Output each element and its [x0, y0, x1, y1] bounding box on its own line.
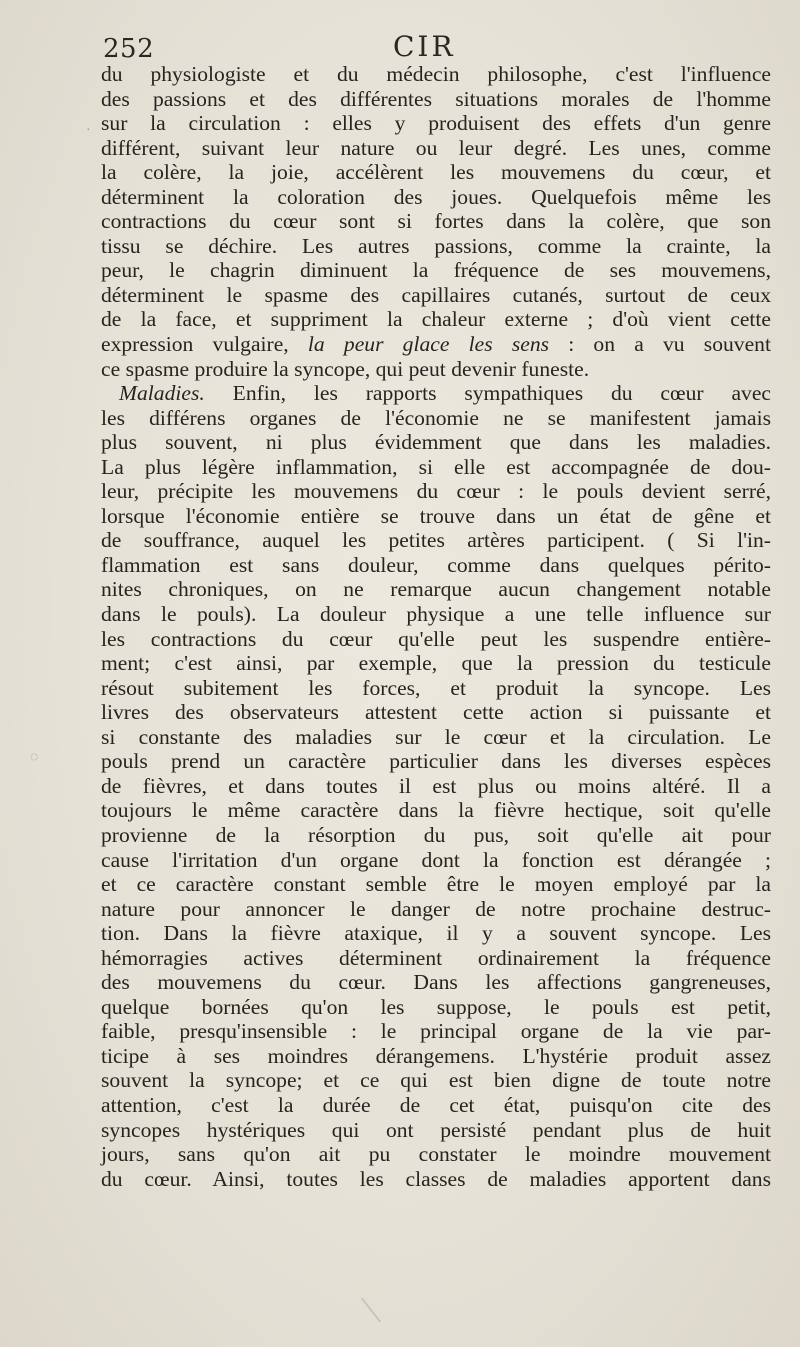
text-line: faible, presqu'insensible : le principal organe de la vie par- [101, 1019, 771, 1044]
text-line: pouls prend un caractère particulier dans les diverses espèces [101, 749, 771, 774]
text-line: du cœur. Ainsi, toutes les classes de maladies apportent dans [101, 1166, 771, 1191]
text-line: souvent la syncope; et ce qui est bien digne de toute notre [101, 1068, 771, 1093]
text-line: sur la circulation : elles y produisent des effets d'un genre [101, 111, 771, 136]
text-line: dans le pouls). La douleur physique a une telle influence sur [101, 602, 771, 627]
text-line: ce spasme produire la syncope, qui peut devenir funeste. [101, 356, 590, 381]
text-line: flammation est sans douleur, comme dans quelques périto- [101, 552, 771, 577]
page-number: 252 [103, 34, 155, 64]
text-line: plus souvent, ni plus évidemment que dans les maladies. [101, 430, 771, 455]
text-line: du physiologiste et du médecin philosophe, c'est l'influence [101, 62, 771, 86]
text-line: et ce caractère constant semble être le moyen employé par la [101, 872, 771, 897]
text-line-with-italic: expression vulgaire, la peur glace les sens : on a vu souvent [101, 332, 771, 357]
text-line: déterminent la coloration des joues. Quelquefois même les [101, 184, 771, 209]
text-line: tissu se déchire. Les autres passions, comme la crainte, la [101, 233, 771, 258]
text-line: si constante des maladies sur le cœur et la circulation. Le [101, 724, 771, 749]
text-line: de fièvres, et dans toutes il est plus ou moins altéré. Il a [101, 773, 771, 798]
text-line: ment; c'est ainsi, par exemple, que la pression du testicule [101, 651, 771, 676]
text-line: jours, sans qu'on ait pu constater le moindre mouvement [101, 1142, 771, 1167]
text-line: quelque bornées qu'on les suppose, le pouls est petit, [101, 994, 771, 1019]
paragraph-2 [101, 381, 771, 1191]
page-header [103, 30, 763, 66]
text-line: cause l'irritation d'un organe dont la fonction est dérangée ; [101, 847, 771, 872]
text-line: lorsque l'économie entière se trouve dans un état de gêne et [101, 503, 771, 528]
paper-mark [361, 1298, 381, 1323]
text-line: des mouvemens du cœur. Dans les affections gangreneuses, [101, 970, 771, 995]
margin-dot: · [86, 123, 91, 138]
margin-mark: ◌ [30, 750, 39, 765]
text-line: hémorragies actives déterminent ordinairement la fréquence [101, 945, 771, 970]
text-line: tion. Dans la fièvre ataxique, il y a souvent syncope. Les [101, 921, 771, 946]
text-line: des passions et des différentes situations morales de l'homme [101, 86, 771, 111]
text-line: déterminent le spasme des capillaires cutanés, surtout de ceux [101, 282, 771, 307]
text-line: nites chroniques, on ne remarque aucun changement notable [101, 577, 771, 602]
text-line: la colère, la joie, accélèrent les mouvemens du cœur, et [101, 160, 771, 185]
text-line: provienne de la résorption du pus, soit qu'elle ait pour [101, 822, 771, 847]
paragraph-1 [101, 62, 771, 381]
italic-span: Maladies. [119, 381, 205, 406]
italic-span: la peur glace les sens [307, 332, 550, 357]
text-line: nature pour annoncer le danger de notre prochaine destruc- [101, 896, 771, 921]
text-line: de la face, et suppriment la chaleur externe ; d'où vient cette [101, 307, 771, 332]
text-line: résout subitement les forces, et produit la syncope. Les [101, 675, 771, 700]
text-line: de souffrance, auquel les petites artères participent. ( Si l'in- [101, 528, 771, 553]
text-line: les contractions du cœur qu'elle peut les suspendre entière- [101, 626, 771, 651]
text-line: syncopes hystériques qui ont persisté pendant plus de huit [101, 1117, 771, 1142]
text-line: peur, le chagrin diminuent la fréquence de ses mouvemens, [101, 258, 771, 283]
running-head: CIR [393, 30, 456, 63]
text-line: attention, c'est la durée de cet état, puisqu'on cite des [101, 1092, 771, 1117]
text-line: leur, précipite les mouvemens du cœur : le pouls devient serré, [101, 479, 771, 504]
body-text [101, 62, 771, 1191]
text-line-with-italic: Maladies. Enfin, les rapports sympathiques du cœur avec [119, 381, 771, 406]
text-line: différent, suivant leur nature ou leur degré. Les unes, comme [101, 135, 771, 160]
text-line: contractions du cœur sont si fortes dans la colère, que son [101, 209, 771, 234]
text-line: livres des observateurs attestent cette action si puissante et [101, 700, 771, 725]
text-line: les différens organes de l'économie ne se manifestent jamais [101, 405, 771, 430]
text-line: La plus légère inflammation, si elle est accompagnée de dou- [101, 454, 771, 479]
text-line: toujours le même caractère dans la fièvre hectique, soit qu'elle [101, 798, 771, 823]
text-line: ticipe à ses moindres dérangemens. L'hystérie produit assez [101, 1043, 771, 1068]
